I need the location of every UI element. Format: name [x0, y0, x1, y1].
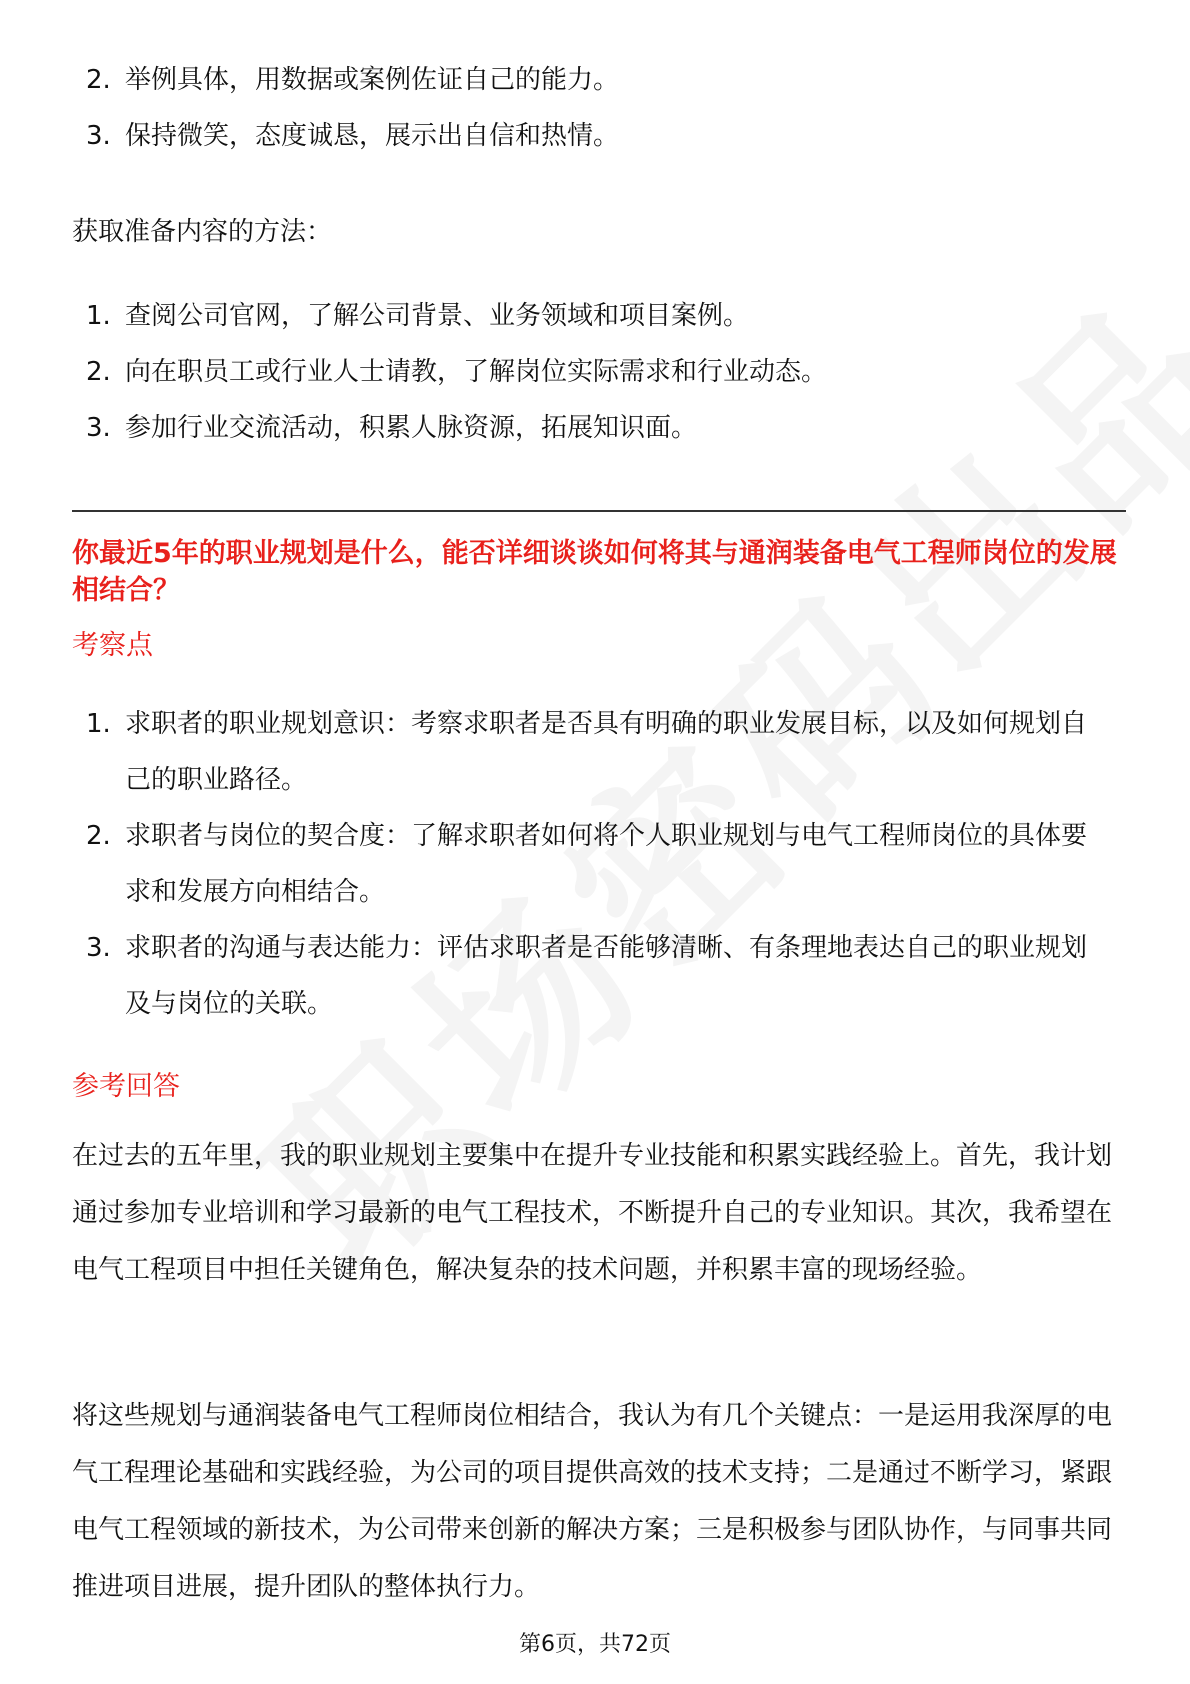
list-number: 1. [86, 709, 111, 739]
list-number: 2. [86, 821, 111, 851]
list-number: 3. [86, 413, 111, 443]
list-text: 向在职员工或行业人士请教，了解岗位实际需求和行业动态。 [125, 357, 828, 387]
list-number: 2. [86, 65, 111, 95]
list-item [72, 920, 1112, 1032]
answer-paragraph: 在过去的五年里，我的职业规划主要集中在提升专业技能和积累实践经验上。首先，我计划通过参加专业培训和学习最新的电气工程技术，不断提升自己的专业知识。其次，我希望在电气工程项目中担任关键角色，解决复杂的技术问题，并积累丰富的现场经验。 [72, 1141, 1113, 1285]
answer-paragraph: 将这些规划与通润装备电气工程师岗位相结合，我认为有几个关键点：一是运用我深厚的电气工程理论基础和实践经验，为公司的项目提供高效的技术支持；二是通过不断学习，紧跟电气工程领域的新技术，为公司带来创新的解决方案；三是积极参与团队协作，与同事共同推进项目进展，提升团队的整体执行力。 [72, 1401, 1113, 1602]
reference-answer-heading: 参考回答 [72, 1071, 180, 1102]
list-text: 求职者的沟通与表达能力：评估求职者是否能够清晰、有条理地表达自己的职业规划及与岗位的关联。 [125, 933, 1088, 1019]
list-number: 2. [86, 357, 111, 387]
list-item [72, 696, 1112, 808]
section-divider [72, 510, 1126, 512]
list-number: 3. [86, 933, 111, 963]
exam-points-list [72, 696, 1112, 1032]
list-item [72, 52, 1112, 108]
list-number: 1. [86, 301, 111, 331]
prep-methods-label: 获取准备内容的方法： [72, 217, 333, 247]
list-item [72, 344, 1112, 400]
list-item [72, 288, 1112, 344]
tips-list [72, 52, 1112, 164]
page-number: 第6页，共72页 [519, 1632, 671, 1657]
list-text: 举例具体，用数据或案例佐证自己的能力。 [125, 65, 620, 95]
list-item [72, 108, 1112, 164]
list-number: 3. [86, 121, 111, 151]
list-text: 保持微笑，态度诚恳，展示出自信和热情。 [125, 121, 620, 151]
list-item [72, 400, 1112, 456]
list-text: 查阅公司官网，了解公司背景、业务领域和项目案例。 [125, 301, 750, 331]
prep-methods-list [72, 288, 1112, 456]
list-item [72, 808, 1112, 920]
list-text: 参加行业交流活动，积累人脉资源，拓展知识面。 [125, 413, 698, 443]
list-text: 求职者的职业规划意识：考察求职者是否具有明确的职业发展目标，以及如何规划自己的职业路径。 [125, 709, 1088, 795]
exam-points-heading: 考察点 [72, 630, 153, 661]
interview-question: 你最近5年的职业规划是什么，能否详细谈谈如何将其与通润装备电气工程师岗位的发展相结合？ [72, 538, 1117, 606]
list-text: 求职者与岗位的契合度：了解求职者如何将个人职业规划与电气工程师岗位的具体要求和发展方向相结合。 [125, 821, 1088, 907]
